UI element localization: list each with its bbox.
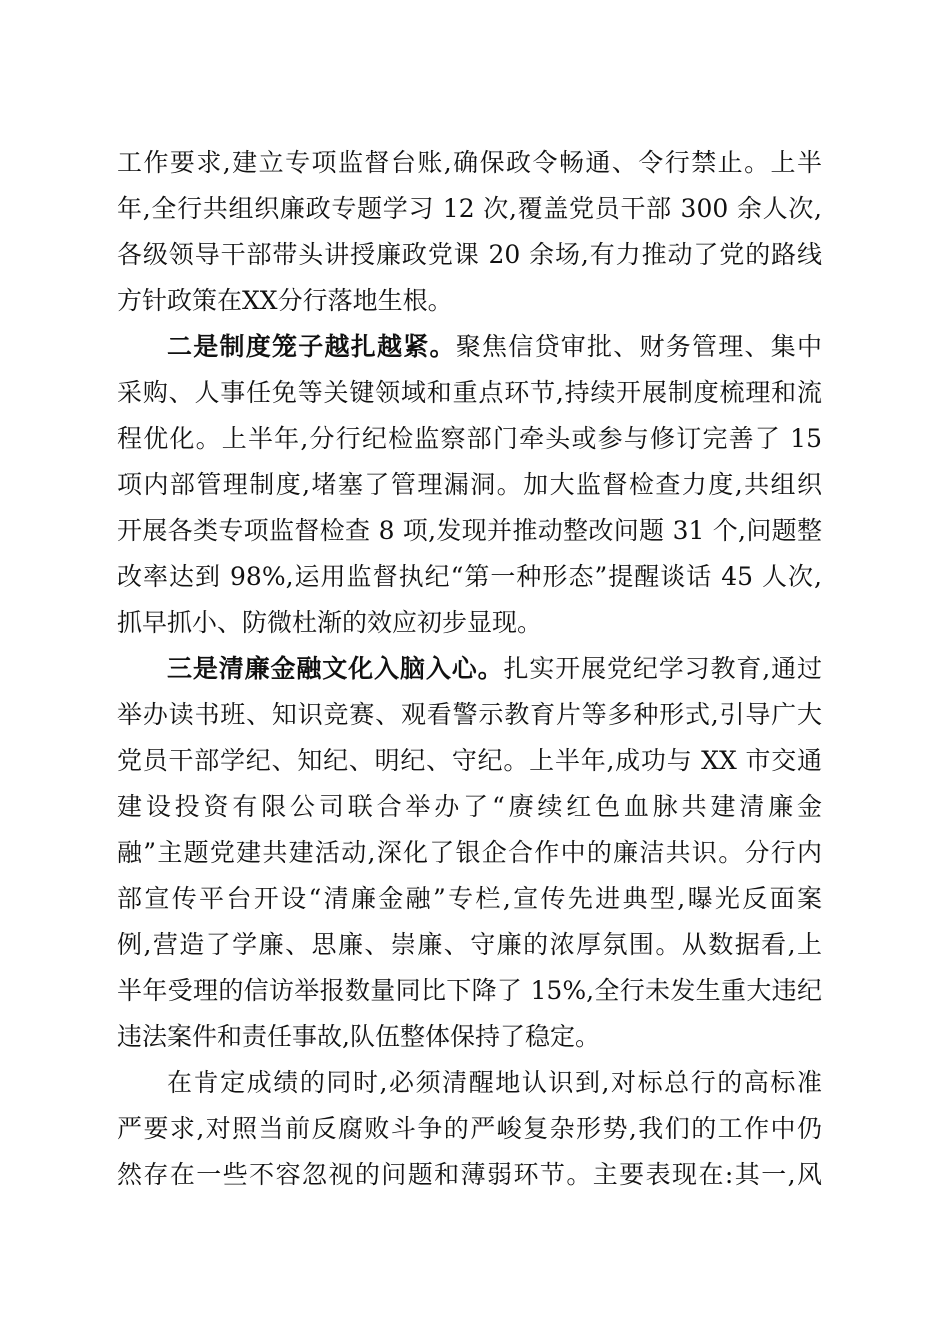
paragraph-line: 工作要求,建立专项监督台账,确保政令畅通、令行禁止。上半 <box>117 148 822 177</box>
paragraph-line: 方针政策在XX分行落地生根。 <box>117 286 453 315</box>
point-text: 聚焦信贷审批、财务管理、集中 <box>455 332 822 361</box>
point-heading: 三是清廉金融文化入脑入心。 <box>167 654 504 683</box>
paragraph-line: 抓早抓小、防微杜渐的效应初步显现。 <box>117 608 543 637</box>
paragraph-first-line <box>167 646 822 692</box>
paragraph-line: 部宣传平台开设“清廉金融”专栏,宣传先进典型,曝光反面案 <box>117 884 822 913</box>
paragraph-line: 各级领导干部带头讲授廉政党课 20 余场,有力推动了党的路线 <box>117 240 822 269</box>
paragraph-line: 融”主题党建共建活动,深化了银企合作中的廉洁共识。分行内 <box>117 838 822 867</box>
paragraph-line: 严要求,对照当前反腐败斗争的严峻复杂形势,我们的工作中仍 <box>117 1114 822 1143</box>
paragraph-line: 例,营造了学廉、思廉、崇廉、守廉的浓厚氛围。从数据看,上 <box>117 930 822 959</box>
paragraph-line: 改率达到 98%,运用监督执纪“第一种形态”提醒谈话 45 人次, <box>117 562 822 591</box>
paragraph-line: 年,全行共组织廉政专题学习 12 次,覆盖党员干部 300 余人次, <box>117 194 822 223</box>
paragraph-line: 举办读书班、知识竞赛、观看警示教育片等多种形式,引导广大 <box>117 700 822 729</box>
paragraph-line: 党员干部学纪、知纪、明纪、守纪。上半年,成功与 XX 市交通 <box>117 746 822 775</box>
paragraph-line: 项内部管理制度,堵塞了管理漏洞。加大监督检查力度,共组织 <box>117 470 822 499</box>
point-text: 扎实开展党纪学习教育,通过 <box>503 654 822 683</box>
paragraph-line: 然存在一些不容忽视的问题和薄弱环节。主要表现在:其一,风 <box>117 1160 822 1189</box>
point-heading: 二是制度笼子越扎越紧。 <box>167 332 456 361</box>
paragraph-line: 建设投资有限公司联合举办了“赓续红色血脉共建清廉金 <box>117 792 822 821</box>
paragraph-first-line: 在肯定成绩的同时,必须清醒地认识到,对标总行的高标准 <box>167 1068 822 1097</box>
paragraph-first-line <box>167 324 822 370</box>
paragraph-line: 采购、人事任免等关键领域和重点环节,持续开展制度梳理和流 <box>117 378 822 407</box>
paragraph-line: 违法案件和责任事故,队伍整体保持了稳定。 <box>117 1022 600 1051</box>
paragraph-line: 程优化。上半年,分行纪检监察部门牵头或参与修订完善了 15 <box>117 424 822 453</box>
paragraph-line: 半年受理的信访举报数量同比下降了 15%,全行未发生重大违纪 <box>117 976 822 1005</box>
paragraph-line: 开展各类专项监督检查 8 项,发现并推动整改问题 31 个,问题整 <box>117 516 822 545</box>
